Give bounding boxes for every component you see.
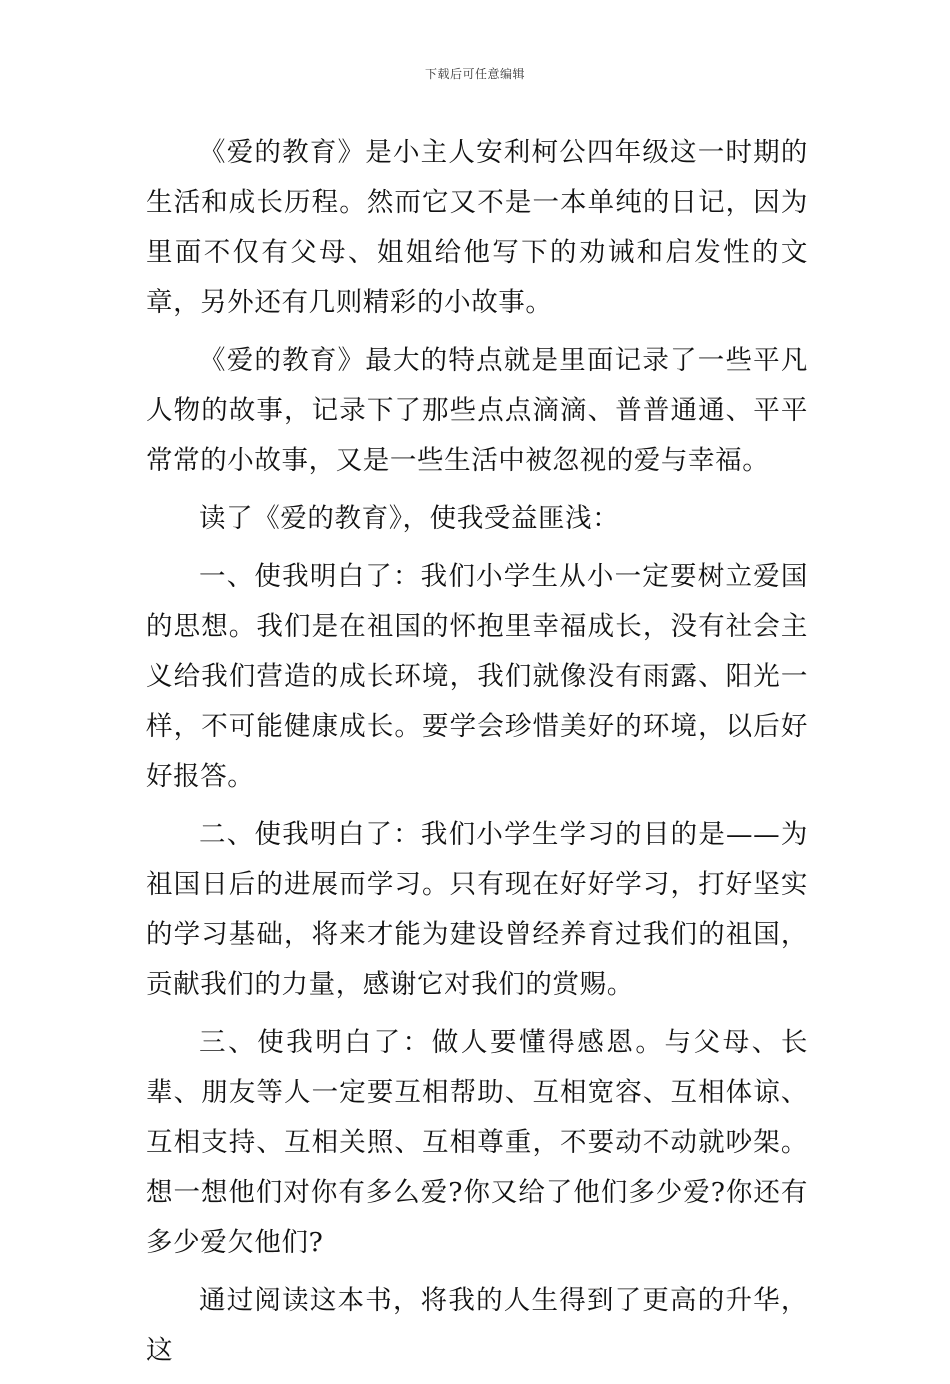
paragraph-conclusion: 通过阅读这本书，将我的人生得到了更高的升华，这 bbox=[146, 1285, 808, 1366]
paragraph-benefit: 读了《爱的教育》，使我受益匪浅： bbox=[199, 503, 620, 534]
paragraph-point-one: 一、使我明白了：我们小学生从小一定要树立爱国的思想。我们是在祖国的怀抱里幸福成长，没有社会主义给我们营造的成长环境，我们就像没有雨露、阳光一样，不可能健康成长。要学会珍惜美好的环境，以后好好报答。 bbox=[146, 561, 808, 792]
page-header-note: 下载后可任意编辑 bbox=[424, 67, 525, 81]
paragraph-feature: 《爱的教育》最大的特点就是里面记录了一些平凡人物的故事，记录下了那些点点滴滴、普普通通、平平常常的小故事，又是一些生活中被忽视的爱与幸福。 bbox=[146, 345, 808, 476]
paragraph-intro: 《爱的教育》是小主人安利柯公四年级这一时期的生活和成长历程。然而它又不是一本单纯的日记，因为里面不仅有父母、姐姐给他写下的劝诫和启发性的文章，另外还有几则精彩的小故事。 bbox=[146, 137, 808, 318]
document-body bbox=[146, 128, 808, 1384]
paragraph-point-three: 三、使我明白了：做人要懂得感恩。与父母、长辈、朋友等人一定要互相帮助、互相宽容、互相体谅、互相支持、互相关照、互相尊重，不要动不动就吵架。想一想他们对你有多么爱?你又给了他们多少爱?你还有多少爱欠他们? bbox=[146, 1027, 808, 1258]
paragraph-point-two: 二、使我明白了：我们小学生学习的目的是——为祖国日后的进展而学习。只有现在好好学习，打好坚实的学习基础，将来才能为建设曾经养育过我们的祖国，贡献我们的力量，感谢它对我们的赏赐。 bbox=[146, 819, 808, 1000]
